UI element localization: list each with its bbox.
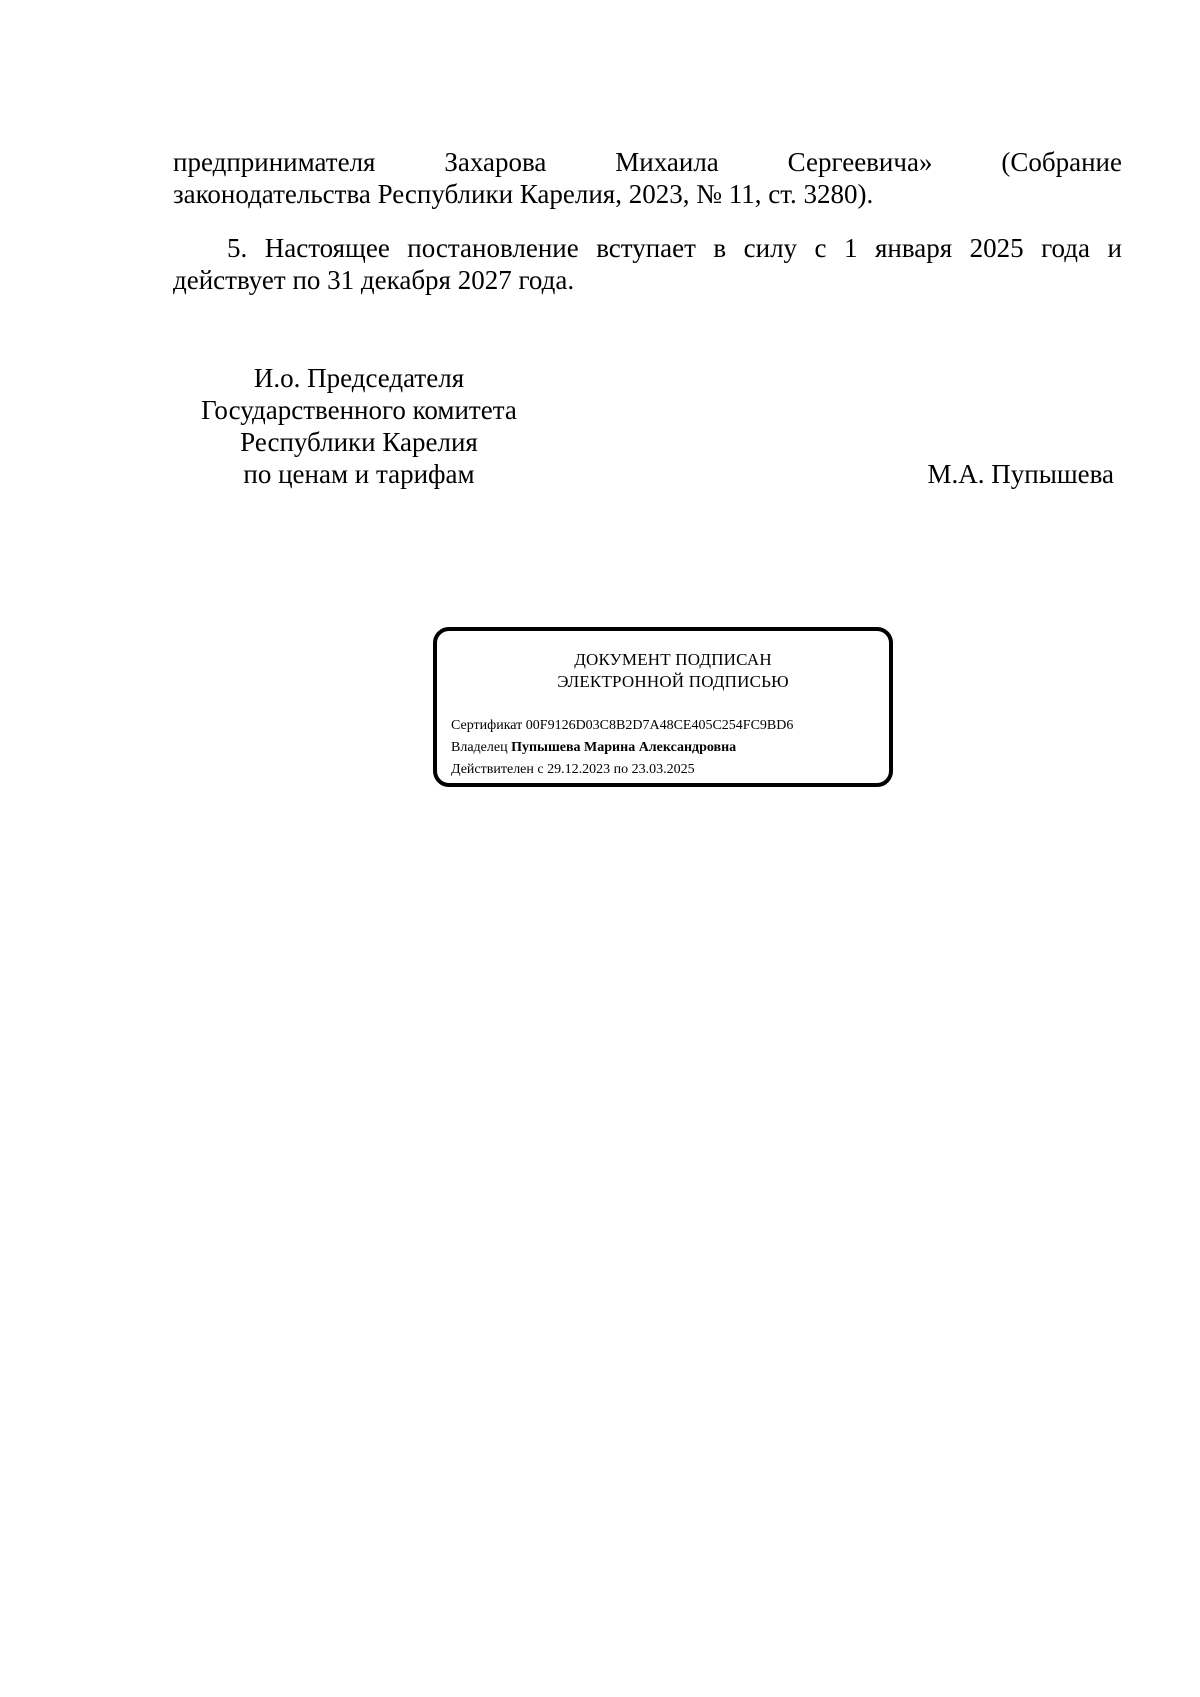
owner-label: Владелец [451,740,508,755]
word: 2025 [969,233,1024,263]
word: и [1107,233,1122,263]
signatory-position-line: Государственного комитета [201,395,517,425]
paragraph-item-5 [173,232,1122,296]
word: предпринимателя [173,147,376,177]
word: вступает [596,233,696,263]
paragraph-continuation [173,146,1122,210]
signatory-position-line: Республики Карелия [240,427,478,457]
certificate-label: Сертификат [451,718,523,733]
word: января [875,233,953,263]
paragraph-line: законодательства Республики Карелия, 2023, № 11, ст. 3280). [173,179,874,209]
valid-to-label: по [613,762,629,777]
word: Настоящее [264,233,390,263]
word: Сергеевича» [787,147,933,177]
signatory-position [173,362,545,490]
signatory-position-line: по ценам и тарифам [243,459,475,489]
word: в [713,233,727,263]
valid-to-date: 23.03.2025 [631,762,695,777]
word: постановление [407,233,579,263]
certificate-value: 00F9126D03C8B2D7A48CE405C254FC9BD6 [525,718,794,733]
validity-row [451,759,793,781]
stamp-title-line: ЭЛЕКТРОННОЙ ПОДПИСЬЮ [557,672,789,691]
word: года [1041,233,1090,263]
stamp-details [451,715,793,781]
valid-label: Действителен [451,762,534,777]
electronic-signature-stamp [433,627,893,787]
owner-value: Пупышева Марина Александровна [511,740,737,755]
valid-from-label: с [537,762,544,777]
paragraph-line [173,146,1122,178]
word: с [814,233,827,263]
owner-row [451,737,793,759]
word: Михаила [615,147,719,177]
word: силу [743,233,798,263]
word: 1 [844,233,858,263]
signatory-name: М.А. Пупышева [927,459,1114,489]
paragraph-line: действует по 31 декабря 2027 года. [173,265,575,295]
valid-from-date: 29.12.2023 [547,762,611,777]
word: 5. [227,233,248,263]
stamp-title-line: ДОКУМЕНТ ПОДПИСАН [574,650,772,669]
paragraph-line [173,232,1122,264]
word: (Собрание [1001,147,1122,177]
stamp-title [437,649,889,693]
word: Захарова [444,147,547,177]
signatory-position-line: И.о. Председателя [253,363,465,393]
certificate-row [451,715,793,737]
